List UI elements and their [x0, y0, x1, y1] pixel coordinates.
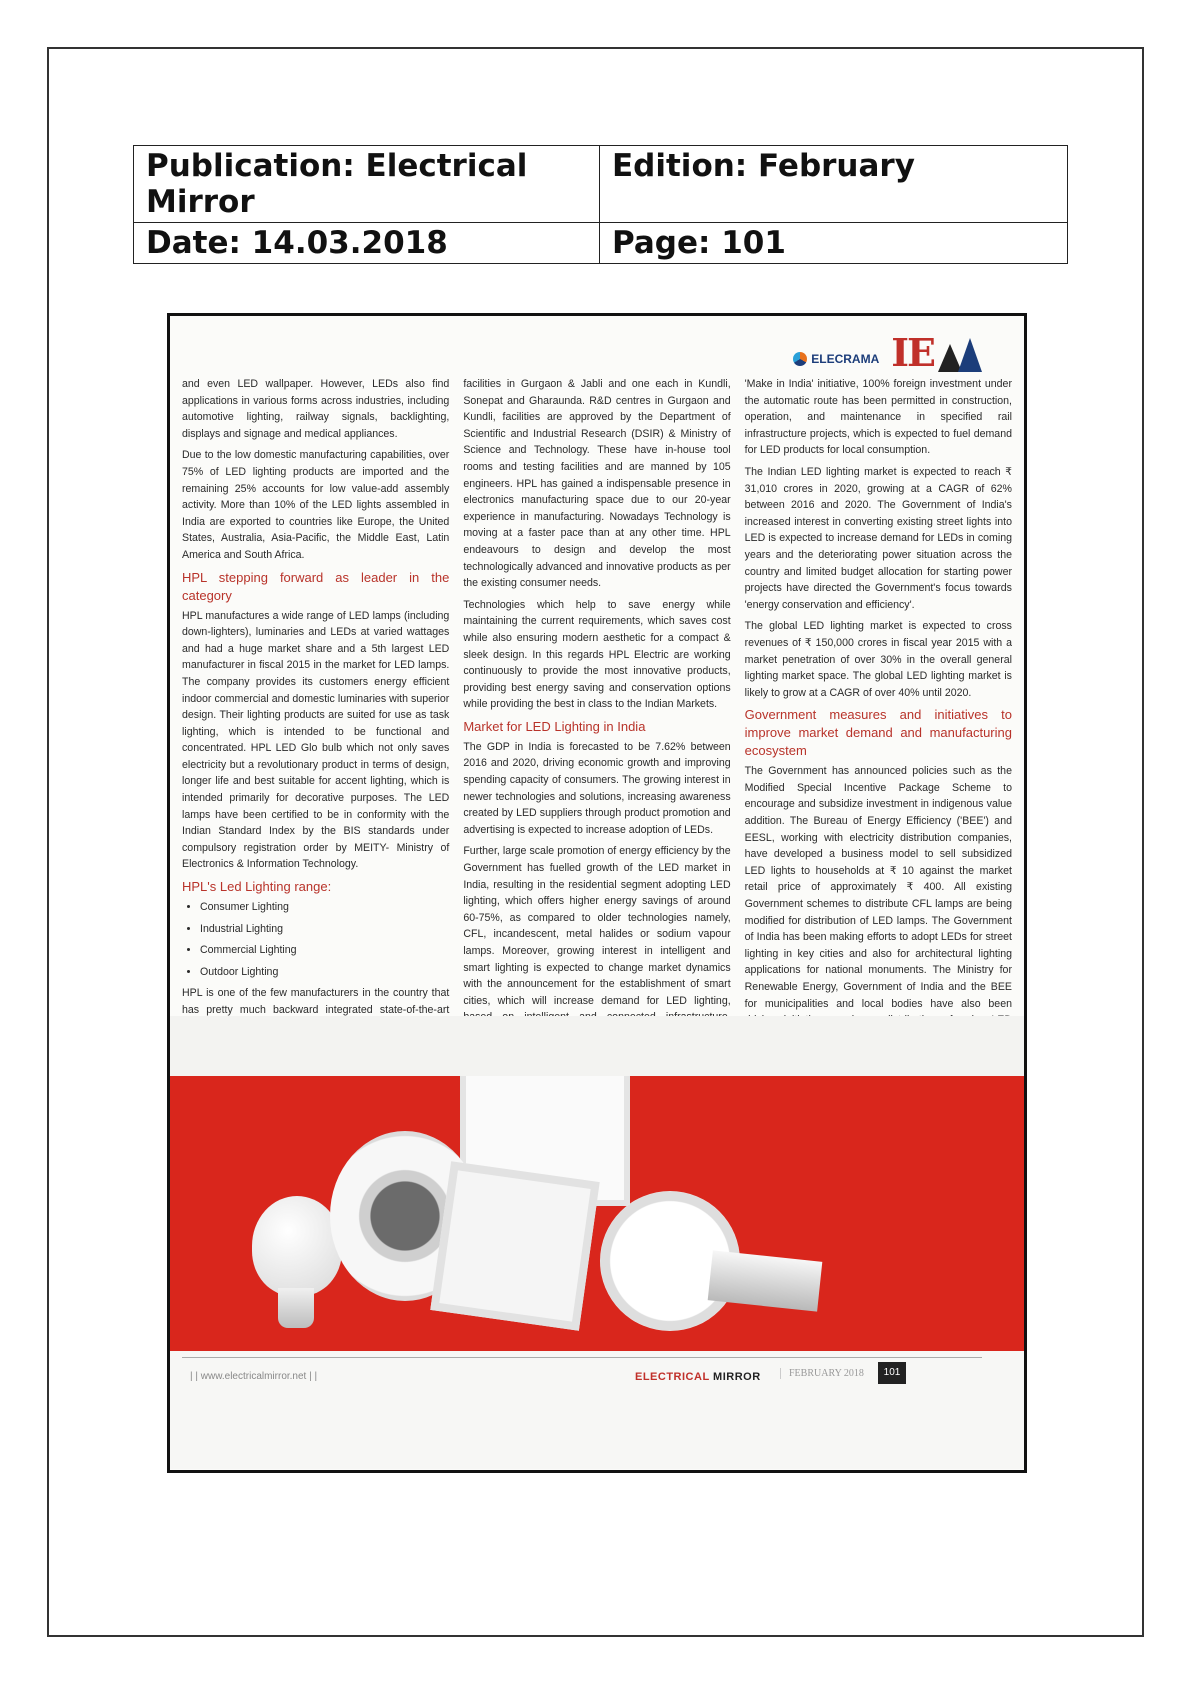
list-item: • Industrial Lighting — [200, 921, 449, 938]
article-column-1: and even LED wallpaper. However, LEDs also find applications in various forms across industries, including automotive lighting, railway signals, backlighting, displays and signage and medical appliances. Due to the low domestic manufacturing capabilities, over 75% of LED lighting products are imported and the remaining 25% accounts for low value-add assembly activity. More than 10% of the LED lights assembled in India are exported to countries like Europe, the United States, Australia, Asia-Pacific, the Middle East, Latin America and South Africa. HPL stepping forward as leader in the category HPL manufactures a wide range of LED lamps (including down-lighters), luminaries and LEDs at varied wattages and had a huge market share and a 5th largest LED manufacturer in fiscal 2015 in the market for LED lamps. The company provides its customers energy efficient indoor commercial and domestic luminaries with superior design. Their lighting products are suited for use as task lighting, which is intended to be functional and concentrated. HPL LED Glo bulb which not only saves electricity but a revolutionary product in terms of design, longer life and best suitable for accent lighting, which is intended primarily for decorative purposes. The LED lamps have been certified to be in conformity with the Indian Standard Index by the BIS standards under compulsory registration order by MEITY- Ministry of Electronics & Information Technology. HPL's Led Lighting range: • Consumer Lighting • Industrial Lighting • Commercial Lighting • Outdoor Lighting HPL is one of the few manufacturers in the country that has pretty much backward integrated state-of-the-art — [182, 376, 449, 1016]
page-cell: Page: 101 — [600, 223, 1068, 264]
square-downlight-image — [430, 1161, 599, 1330]
article-column-2: facilities in Gurgaon & Jabli and one each in Kundli, Sonepat and Gharaunda. R&D centres in Gurgaon and Kundli, facilities are approved by the Department of Scientific and Industrial Research (DSIR) & Ministry of Science and Technology. These have in-house tool rooms and testing facilities and are manned by 105 engineers. HPL has gained a indispensable presence in electronics manufacturing space due to our 20-year experience in manufacturing. Nowadays Technology is moving at a faster pace than at any other time. HPL endeavours to design and develop the most technologically advanced and innovative products as per the existing consumer needs. Technologies which help to save energy while maintaining the current requirements, which saves cost while also ensuring modern aesthetic for a compact & sleek design. In this regards HPL Electric are working continuously to provide the most innovative products, providing best energy saving and conservation options while providing the best in class to the Indian Markets. Market for LED Lighting in India The GDP in India is forecasted to be 7.62% between 2016 and 2020, driving economic growth and improving spending capacity of consumers. The growing interest in newer technologies and solutions, increasing awareness created by LED suppliers through product promotion and advertising is expected to increase adoption of LEDs. Further, large scale promotion of energy efficiency by the Government has fuelled growth of the LED market in India, resulting in the residential segment adopting LED lighting, which offers higher energy savings of around 60-75%, as compared to older technologies namely, CFL, incandescent, metal halides or sodium vapour lamps. Moreover, growing interest in intelligent and smart lighting is expected to change market dynamics with the announcement for the establishment of smart cities, which will increase demand for LED lighting, — [463, 378, 731, 1007]
lighting-range-list — [200, 899, 449, 980]
list-item: • Commercial Lighting — [200, 942, 449, 959]
elecrama-icon — [793, 352, 807, 366]
section-heading: Government measures and initiatives to improve market demand and manufacturing ecosystem — [744, 707, 1012, 759]
header-logos — [793, 324, 984, 375]
led-bulb-image — [252, 1196, 342, 1296]
list-item: • Outdoor Lighting — [200, 964, 449, 981]
mirror-m-icon — [936, 334, 984, 372]
section-heading: HPL stepping forward as leader in the category — [182, 569, 450, 603]
product-image-banner — [170, 1076, 1024, 1351]
elecrama-logo: ELECRAMA — [793, 352, 879, 372]
product-image-background — [170, 1016, 1024, 1076]
edition-cell: Edition: February — [600, 146, 1068, 223]
clipping-footer — [170, 1351, 1024, 1469]
list-item: • Consumer Lighting — [200, 899, 449, 916]
electrical-mirror-logo: IE — [891, 334, 984, 372]
section-heading: Market for LED Lighting in India — [463, 718, 646, 734]
article-column-3: 'Make in India' initiative, 100% foreign investment under the automatic route has been permitted in construction, operation, and maintenance in specified rail infrastructure projects, which is expected to fuel demand for LED products for local consumption. The Indian LED lighting market is expected to reach ₹ 31,010 crores in 2020, growing at a CAGR of 62% between 2016 and 2020. The Government of India's increased interest in converting existing street lights into LED is expected to increase demand for LEDs in coming years and the deteriorating power situation across the country and limited budget allocation for starting power projects have directed the Government's focus towards 'energy conservation and efficiency'. The global LED lighting market is expected to cross revenues of ₹ 150,000 crores in fiscal year 2015 with a market penetration of over 30% in the overall general lighting market space. The global LED lighting market is likely to grow at a CAGR of over 40% until 2020. Government measures and initiatives to improve market demand and manufacturing ecosystem The Government has announced policies such as the Modified Special Incentive Package Scheme to encourage and subsidize investment in indigenous value addition. The Bureau of Energy Efficiency ('BEE') and EESL, working with electricity distribution companies, have developed a business model to sell subsidized LED lights to households at ₹ 10 against the market retail price of approximately ₹ 400. All existing Government schemes to distribute CFL lamps are being modified for distribution of LED lamps. The Government of India has been making efforts to adopt LEDs for street lighting in key cities and also for architectural lighting applications for national monuments. The Ministry for Renewable Energy, Government of India and the BEE for municipalities and local bodies have also been — [745, 376, 1012, 1016]
publication-info-table — [133, 145, 1068, 264]
article-clipping — [167, 313, 1027, 1473]
date-cell: Date: 14.03.2018 — [134, 223, 600, 264]
footer-page-number: 101 — [878, 1362, 906, 1384]
footer-divider — [182, 1357, 982, 1358]
bulb-base-image — [278, 1288, 314, 1328]
publication-cell: Publication: Electrical Mirror — [134, 146, 600, 223]
footer-month: FEBRUARY 2018 — [780, 1368, 864, 1379]
section-heading: HPL's Led Lighting range: — [182, 879, 332, 895]
article-columns — [182, 376, 1012, 1016]
footer-url: | | www.electricalmirror.net | | — [190, 1371, 318, 1382]
footer-brand: ELECTRICAL MIRROR — [635, 1371, 761, 1383]
